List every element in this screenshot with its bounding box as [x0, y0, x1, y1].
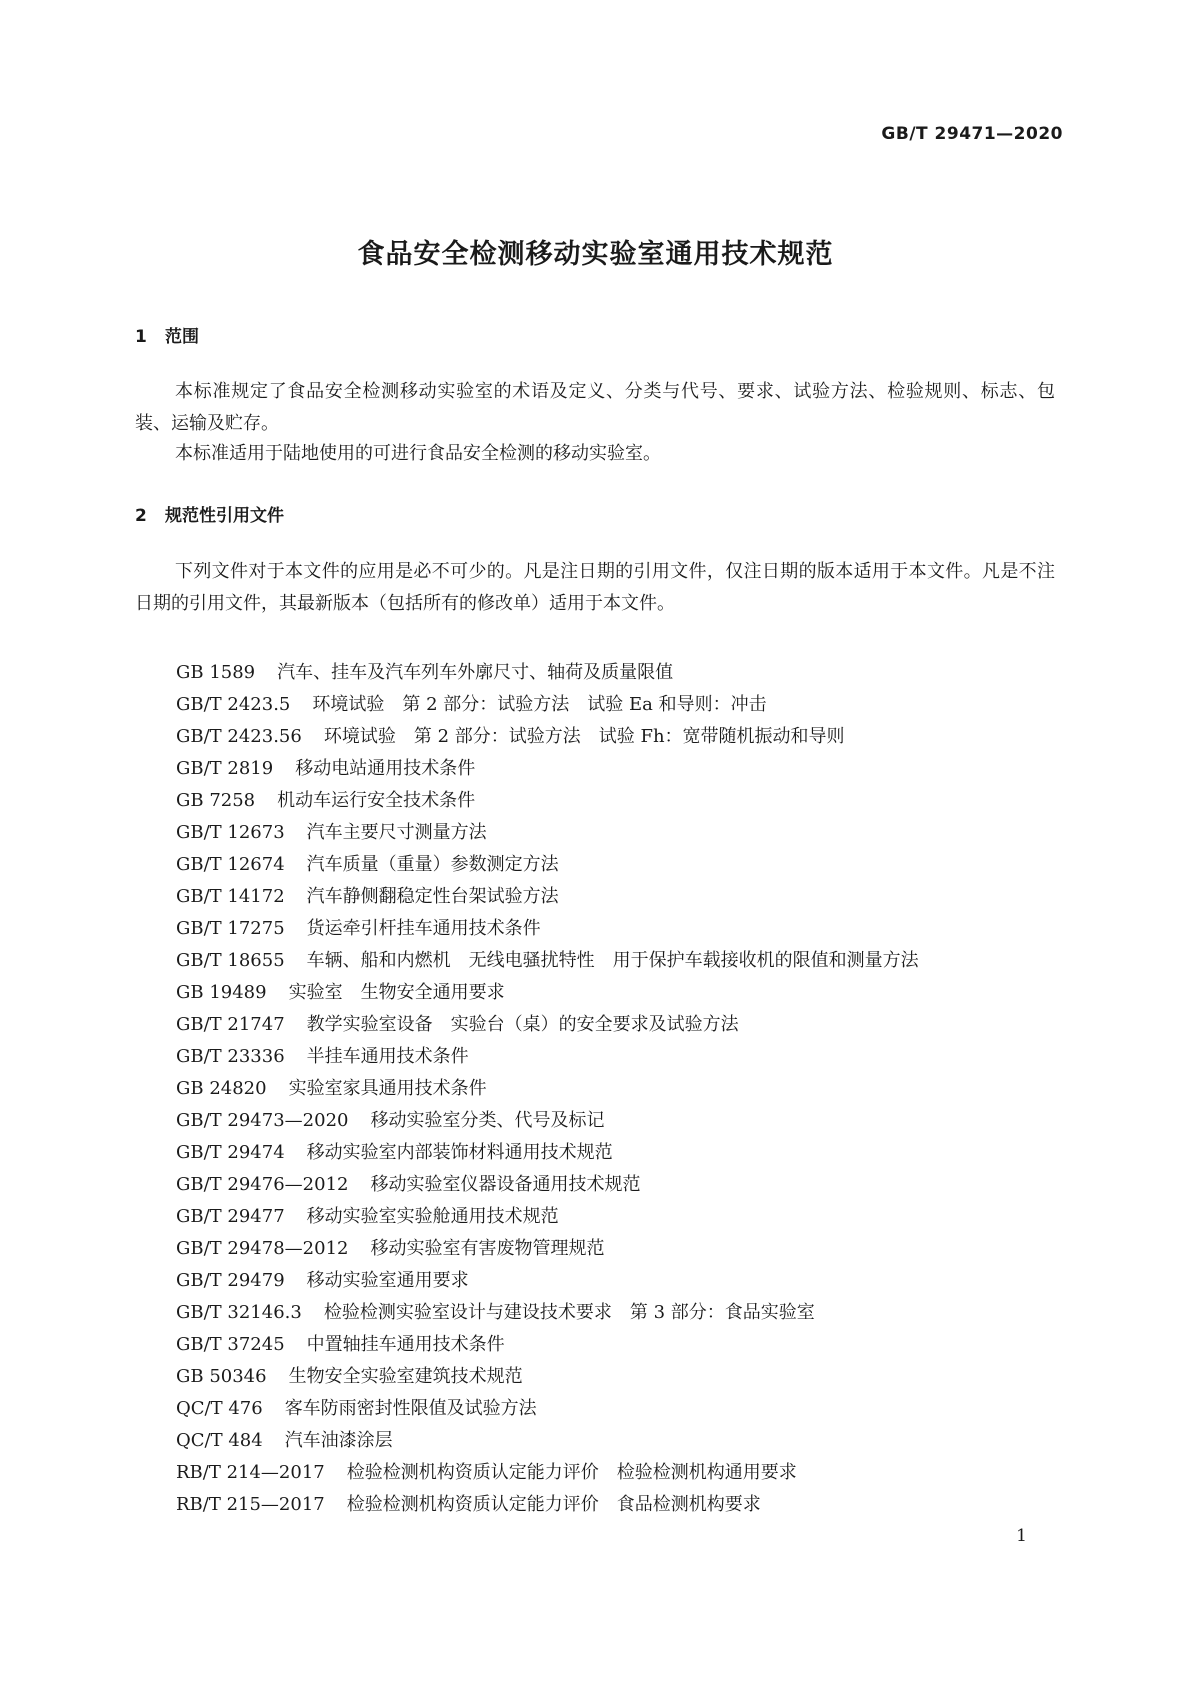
reference-item	[176, 689, 919, 721]
reference-item	[176, 1041, 919, 1073]
reference-code: GB/T 12674	[176, 854, 285, 875]
reference-title: 半挂车通用技术条件	[306, 1046, 469, 1067]
reference-title: 教学实验室设备 实验台（桌）的安全要求及试验方法	[306, 1014, 739, 1035]
reference-item	[176, 1489, 919, 1521]
reference-item	[176, 657, 919, 689]
reference-title: 移动实验室通用要求	[306, 1270, 469, 1291]
reference-title: 移动实验室分类、代号及标记	[370, 1110, 605, 1131]
reference-code: GB 7258	[176, 790, 256, 811]
reference-item	[176, 721, 919, 753]
section-heading-normative-references	[135, 501, 284, 526]
reference-item	[176, 1233, 919, 1265]
reference-code: GB/T 29479	[176, 1270, 285, 1291]
reference-item	[176, 1073, 919, 1105]
reference-code: GB 50346	[176, 1366, 267, 1387]
reference-title: 车辆、船和内燃机 无线电骚扰特性 用于保护车载接收机的限值和测量方法	[306, 950, 919, 971]
reference-title: 实验室家具通用技术条件	[288, 1078, 487, 1099]
reference-code: GB/T 29478—2012	[176, 1238, 349, 1259]
reference-title: 移动电站通用技术条件	[295, 758, 476, 779]
reference-item	[176, 881, 919, 913]
references-intro-paragraph: 下列文件对于本文件的应用是必不可少的。凡是注日期的引用文件，仅注日期的版本适用于本文件。凡是不注日期的引用文件，其最新版本（包括所有的修改单）适用于本文件。	[135, 561, 1055, 614]
reference-code: QC/T 476	[176, 1398, 263, 1419]
reference-code: GB/T 29474	[176, 1142, 285, 1163]
section-number: 2	[135, 506, 147, 526]
reference-list	[176, 657, 919, 1521]
section-title: 范围	[165, 327, 199, 347]
reference-item	[176, 1361, 919, 1393]
reference-code: GB/T 29476—2012	[176, 1174, 349, 1195]
page-number: 1	[1016, 1526, 1027, 1546]
reference-item	[176, 1009, 919, 1041]
reference-item	[176, 817, 919, 849]
reference-code: GB 1589	[176, 662, 256, 683]
reference-item	[176, 1425, 919, 1457]
reference-code: GB/T 37245	[176, 1334, 285, 1355]
reference-code: GB 24820	[176, 1078, 267, 1099]
document-title: 食品安全检测移动实验室通用技术规范	[357, 239, 834, 270]
reference-title: 检验检测机构资质认定能力评价 检验检测机构通用要求	[346, 1462, 797, 1483]
reference-item	[176, 1457, 919, 1489]
reference-code: GB/T 29477	[176, 1206, 285, 1227]
scope-paragraph-2: 本标准适用于陆地使用的可进行食品安全检测的移动实验室。	[175, 443, 661, 464]
reference-title: 实验室 生物安全通用要求	[288, 982, 505, 1003]
reference-code: GB/T 23336	[176, 1046, 285, 1067]
reference-code: GB/T 12673	[176, 822, 285, 843]
reference-item	[176, 1329, 919, 1361]
reference-code: RB/T 215—2017	[176, 1494, 325, 1515]
reference-item	[176, 785, 919, 817]
reference-item	[176, 1105, 919, 1137]
reference-title: 检验检测机构资质认定能力评价 食品检测机构要求	[346, 1494, 761, 1515]
reference-title: 移动实验室有害废物管理规范	[370, 1238, 605, 1259]
reference-item	[176, 1201, 919, 1233]
reference-item	[176, 945, 919, 977]
reference-code: RB/T 214—2017	[176, 1462, 325, 1483]
section-title: 规范性引用文件	[165, 506, 284, 526]
reference-title: 移动实验室内部装饰材料通用技术规范	[306, 1142, 613, 1163]
standard-code: GB/T 29471—2020	[881, 124, 1063, 144]
reference-item	[176, 849, 919, 881]
reference-item	[176, 753, 919, 785]
reference-code: GB/T 32146.3	[176, 1302, 302, 1323]
reference-code: GB 19489	[176, 982, 267, 1003]
reference-title: 汽车静侧翻稳定性台架试验方法	[306, 886, 559, 907]
reference-title: 检验检测实验室设计与建设技术要求 第 3 部分：食品实验室	[323, 1302, 815, 1323]
section-number: 1	[135, 327, 147, 347]
reference-title: 生物安全实验室建筑技术规范	[288, 1366, 523, 1387]
reference-title: 机动车运行安全技术条件	[277, 790, 476, 811]
reference-title: 汽车主要尺寸测量方法	[306, 822, 487, 843]
reference-code: QC/T 484	[176, 1430, 263, 1451]
reference-code: GB/T 14172	[176, 886, 285, 907]
scope-paragraph-1: 本标准规定了食品安全检测移动实验室的术语及定义、分类与代号、要求、试验方法、检验规则、标志、包装、运输及贮存。	[135, 381, 1055, 434]
reference-title: 中置轴挂车通用技术条件	[306, 1334, 505, 1355]
reference-title: 客车防雨密封性限值及试验方法	[284, 1398, 537, 1419]
reference-title: 货运牵引杆挂车通用技术条件	[306, 918, 541, 939]
reference-title: 环境试验 第 2 部分：试验方法 试验 Ea 和导则：冲击	[312, 694, 767, 715]
reference-title: 环境试验 第 2 部分：试验方法 试验 Fh：宽带随机振动和导则	[323, 726, 845, 747]
reference-code: GB/T 18655	[176, 950, 285, 971]
reference-code: GB/T 2423.5	[176, 694, 291, 715]
reference-title: 汽车质量（重量）参数测定方法	[306, 854, 559, 875]
section-heading-scope	[135, 322, 199, 347]
reference-item	[176, 1393, 919, 1425]
reference-title: 移动实验室仪器设备通用技术规范	[370, 1174, 641, 1195]
reference-code: GB/T 29473—2020	[176, 1110, 349, 1131]
reference-code: GB/T 17275	[176, 918, 285, 939]
reference-title: 汽车、挂车及汽车列车外廓尺寸、轴荷及质量限值	[277, 662, 674, 683]
reference-code: GB/T 2819	[176, 758, 274, 779]
reference-title: 移动实验室实验舱通用技术规范	[306, 1206, 559, 1227]
reference-item	[176, 1137, 919, 1169]
reference-title: 汽车油漆涂层	[284, 1430, 393, 1451]
reference-code: GB/T 21747	[176, 1014, 285, 1035]
reference-item	[176, 977, 919, 1009]
reference-item	[176, 1265, 919, 1297]
reference-item	[176, 1169, 919, 1201]
reference-code: GB/T 2423.56	[176, 726, 302, 747]
reference-item	[176, 913, 919, 945]
reference-item	[176, 1297, 919, 1329]
